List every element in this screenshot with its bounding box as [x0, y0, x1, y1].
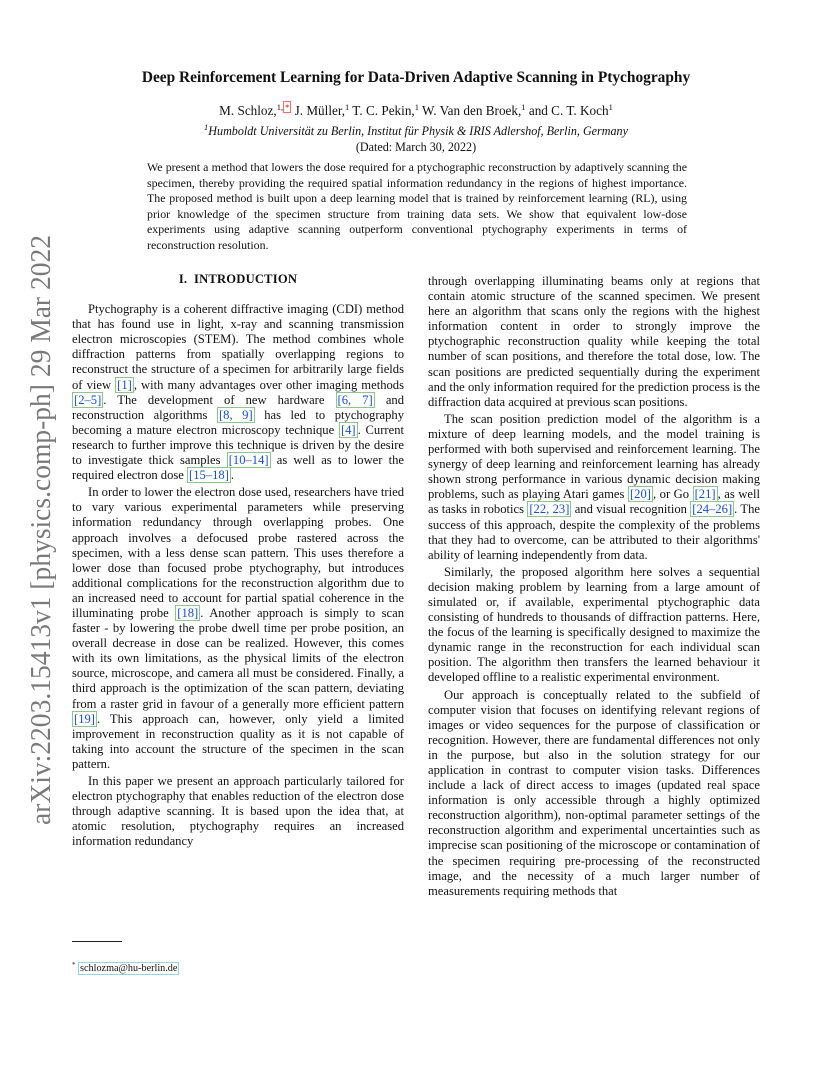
- paper-title: Deep Reinforcement Learning for Data-Driven Adaptive Scanning in Ptychography: [141, 69, 691, 86]
- text-run: , with many advantages over other imaging methods: [133, 377, 404, 392]
- citation-link[interactable]: [15–18]: [189, 468, 229, 483]
- email-link[interactable]: schlozma@hu-berlin.de: [80, 963, 178, 974]
- arxiv-identifier-text: arXiv:2203.15413v1 [physics.comp-ph] 29 Mar 2022: [26, 235, 57, 825]
- section-number: I.: [178, 272, 188, 286]
- right-column: [428, 274, 760, 899]
- corresponding-author-link[interactable]: *: [285, 102, 290, 112]
- paragraph: [428, 412, 760, 563]
- citation-link[interactable]: [10–14]: [228, 453, 269, 468]
- author-list: [70, 102, 762, 120]
- text-run: Ptychography is a coherent diffractive imaging (CDI) method that has found use in light, x-ray and scanning transmission electron microscopies (STEM). The method combines whole diffraction patterns from spatially overlapping regions to reconstruct the structure of a specimen for arbitrarily large fields of view: [72, 302, 404, 392]
- author-name: W. Van den Broek,: [418, 103, 522, 118]
- author-name: M. Schloz,: [219, 103, 277, 118]
- citation-link[interactable]: [8, 9]: [218, 407, 253, 422]
- author-affiliation-mark: 1: [414, 102, 419, 112]
- author-affiliation-mark: 1: [521, 102, 526, 112]
- section-heading: [72, 272, 404, 287]
- footnote: [72, 962, 179, 976]
- text-run: . The success of this approach, despite the complexity of the problems that they had to overcome, can be attributed to their algorithms' ability of learning independently from data.: [428, 502, 760, 562]
- citation-link[interactable]: [19]: [74, 711, 95, 726]
- author-name: and C. T. Koch: [525, 103, 609, 118]
- text-run: , as well as tasks in robotics: [428, 487, 760, 517]
- paragraph: [72, 485, 404, 772]
- citation-link[interactable]: [1]: [117, 377, 132, 392]
- section-title: INTRODUCTION: [193, 272, 298, 286]
- author-affiliation-mark: 1: [345, 102, 350, 112]
- text-run: . Another approach is simply to scan faster - by lowering the probe dwell time per probe position, an overall decrease in dose can be realized. However, this comes with its own limitations, as the physical limits of the electron source, microscope, and camera all must be considered. Finally, a third approach is the optimization of the scan pattern, deviating from a raster grid in favour of a generally more efficient pattern: [72, 605, 404, 711]
- footnote-rule: [72, 941, 122, 942]
- paragraph: In this paper we present an approach particularly tailored for electron ptychography that enables reduction of the electron dose through adaptive scanning. It is based upon the idea that, at atomic resolution, ptychography requires an increased information redundancy: [72, 774, 404, 849]
- author-name: J. Müller,: [291, 103, 345, 118]
- author-affiliation-mark: 1: [608, 102, 613, 112]
- affiliation-mark: 1: [204, 122, 209, 132]
- paragraph: Similarly, the proposed algorithm here solves a sequential decision making problem by learning from a large amount of simulated or, if available, experimental ptychographic data consisting of hundreds to thousands of diffraction patterns. Here, the focus of the learning is specifically designed to maximize the dynamic range in the reconstruction for each individual scan position. The algorithm then transfers the learned behaviour it developed offline to a realistic experimental environment.: [428, 564, 760, 685]
- author-affiliation-mark: 1,: [276, 102, 284, 112]
- text-run: . Current research to further improve this technique is driven by the desire to investigate thick samples: [72, 422, 404, 468]
- citation-link[interactable]: [20]: [629, 487, 651, 502]
- arxiv-identifier-svg: [20, 235, 60, 835]
- citation-link[interactable]: [21]: [694, 487, 716, 502]
- text-run: as well as to lower the required electron dose: [72, 453, 404, 483]
- text-run: and visual recognition: [571, 502, 691, 517]
- abstract: We present a method that lowers the dose required for a ptychographic reconstruction by adaptively scanning the specimen, thereby providing the required spatial information redundancy in the regions of highest importance. The proposed method is built upon a deep learning model that is trained by reinforcement learning (RL), using prior knowledge of the specimen structure from training data sets. We show that equivalent low-dose experiments using adaptive scanning outperform conventional ptychography experiments in terms of reconstruction resolution.: [147, 160, 687, 252]
- text-run: has led to ptychography becoming a mature electron microscopy technique: [72, 407, 405, 437]
- citation-link[interactable]: [18]: [177, 605, 199, 620]
- citation-link[interactable]: [6, 7]: [337, 392, 373, 407]
- paragraph: [72, 302, 404, 483]
- left-column: [72, 272, 404, 849]
- text-run: In order to lower the electron dose used, researchers have tried to vary various experimental parameters while preserving information redundancy through overlapping probes. One approach involves a defocused probe rastered across the specimen, with a less dense scan pattern. This uses therefore a lower dose than focused probe ptychography, but introduces additional complications for the reconstruction algorithm due to an increased need to account for partial spatial coherence in the illuminating probe: [72, 485, 404, 620]
- citation-link[interactable]: [4]: [340, 422, 356, 437]
- text-run: , or Go: [652, 487, 693, 502]
- text-run: .: [230, 468, 235, 483]
- text-run: and reconstruction algorithms: [72, 392, 404, 422]
- text-run: . This approach can, however, only yield a limited improvement in reconstruction quality as it is not capable of taking into account the structure of the specimen in the scan pattern.: [72, 711, 404, 771]
- author-name: T. C. Pekin,: [349, 103, 415, 118]
- citation-link[interactable]: [24–26]: [692, 502, 733, 517]
- affiliation-text: Humboldt Universität zu Berlin, Institut für Physik & IRIS Adlershof, Berlin, Germany: [208, 124, 628, 138]
- paragraph: through overlapping illuminating beams only at regions that contain atomic structure of the scanned specimen. We present here an algorithm that scans only the regions with the highest information content in order to strongly improve the ptychographic reconstruction quality while keeping the total number of scan positions, and therefore the total dose, low. The scan positions are predicted sequentially during the experiment and the only information required for the prediction process is the diffraction data acquired at previous scan positions.: [428, 274, 760, 409]
- date-line: (Dated: March 30, 2022): [355, 140, 477, 154]
- text-run: The scan position prediction model of the algorithm is a mixture of deep learning models, and the model training is performed with both supervised and reinforcement learning. The synergy of deep learning and reinforcement learning has already shown strong performance in various dynamic decision making problems, such as playing Atari games: [428, 411, 760, 502]
- citation-link[interactable]: [2–5]: [74, 392, 102, 407]
- arxiv-identifier-sidebar: [20, 235, 60, 835]
- text-run: . The development of new hardware: [103, 392, 336, 407]
- footnote-mark: *: [72, 961, 76, 969]
- paragraph: Our approach is conceptually related to the subfield of computer vision that focuses on identifying relevant regions of images or video sequences for the purpose of classification or recognition. However, there are fundamental differences not only in the purpose, but also in the solution strategy for our application in contrast to computer vision tasks. Differences include a lack of direct access to images (updated real space information is only accessible through a highly optimized reconstruction algorithm), non-optimal parameter settings of the reconstruction algorithm and experimental uncertainties such as imprecise scan positioning of the microscope or contamination of the specimen requiring pre-processing of the reconstructed image, and the necessity of a much larger number of measurements requiring methods that: [428, 687, 760, 898]
- citation-link[interactable]: [22, 23]: [529, 502, 570, 517]
